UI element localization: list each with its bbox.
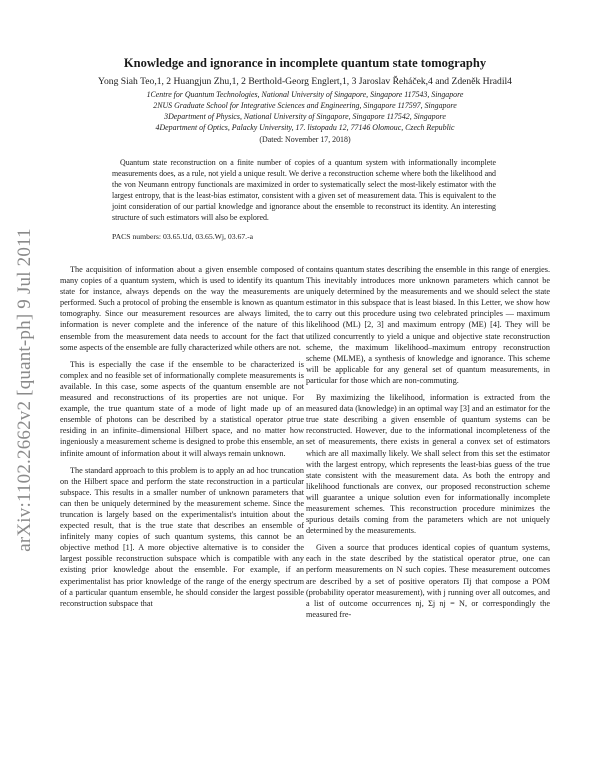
abstract: Quantum state reconstruction on a finite number of copies of a quantum system with informationally incomplete measurements does, as a rule, not yield a unique result. We derive a reconstruction scheme where both the likelihood and the von Neumann entropy functionals are maximized in order to systematically select the most-likely estimator with the largest entropy, that is the least-bias estimator, consistent with a given set of measurement data. This is equivalent to the joint consideration of our partial knowledge and ignorance about the ensemble to reconstruct its identity. An interesting structure of such estimators will also be explored.: [112, 158, 496, 222]
body-column-right: [306, 264, 550, 626]
arxiv-identifier-stamp: [8, 190, 42, 590]
paragraph: Given a source that produces identical copies of quantum systems, each in the state described by the statistical operator ρtrue, one can perform measurements on N such copies. These measurement outcomes are described by a set of positive operators Πj that compose a POM (probability operator measurement), with j running over all outcomes, and a list of outcome occurrences nj, Σj nj = N, or correspondingly the measured fre-: [306, 543, 550, 619]
affiliation-4: 4Department of Optics, Palacky University, 17. listopadu 12, 77146 Olomouc, Czech Republic: [155, 123, 455, 132]
paragraph: By maximizing the likelihood, information is extracted from the measured data (knowledge) in an optimal way [3] and an estimator for the true state describing a given ensemble of quantum systems can be reconstructed. However, due to the informational incompleteness of the set of measurements, there exists in general a convex set of estimators which are all maximally likely. We shall select from this set the estimator with the largest entropy, which represents the least-bias guess of the true state consistent with the measurement data. As both the entropy and likelihood functionals are convex, our proposed reconstruction scheme will guarantee a unique solution even for informationally incomplete measurement schemes. This reconstruction procedure minimizes the spurious details coming from the parameters which are not uniquely determined by the measurements.: [306, 393, 550, 536]
affiliation-3: 3Department of Physics, National University of Singapore, Singapore 117542, Singapore: [164, 112, 446, 121]
paragraph: contains quantum states describing the ensemble in this range of energies. This inevitably introduces more unknown parameters which cannot be uniquely determined by the measurements and we should select the state estimator in this subspace that is least biased. In this Letter, we show how to carry out this procedure using two celebrated principles — maximum likelihood (ML) [2, 3] and maximum entropy (ME) [4]. They will be utilized concurrently to yield a unique and objective state reconstruction scheme, the maximum likelihood–maximum entropy reconstruction scheme (MLME), a synthesis of knowledge and ignorance. This scheme will be applicable for any general set of quantum measurements, in particular for those which are non-commuting.: [306, 265, 550, 385]
author-list: Yong Siah Teo,1, 2 Huangjun Zhu,1, 2 Berthold-Georg Englert,1, 3 Jaroslav Řeháček,4 and Zdeněk Hradil4: [98, 76, 512, 87]
pacs-numbers: PACS numbers: 03.65.Ud, 03.65.Wj, 03.67.-a: [112, 232, 254, 241]
paper-title: Knowledge and ignorance in incomplete quantum state tomography: [123, 56, 487, 70]
dated-line: (Dated: November 17, 2018): [259, 135, 351, 144]
body-column-left: [60, 264, 304, 615]
paragraph: The acquisition of information about a given ensemble composed of many copies of a quantum system, which is used to identify its quantum state for instance, always depends on the way the measurements are performed. Such a protocol of probing the ensemble is known as quantum tomography. Since our measurement resources are always limited, the information is never complete and the inference of the nature of this ensemble from the measurement data needs to account for the fact that some aspects of the ensemble are fully characterized while others are not.: [60, 265, 304, 352]
paragraph: The standard approach to this problem is to apply an ad hoc truncation on the Hilbert space and perform the state reconstruction in a particular subspace. This results in a smaller number of unknown parameters that can then be uniquely determined by the measurement scheme. Since the truncation is largely based on the experimentalist's intuition about the expected result, that is the true state that describes an ensemble of infinitely many copies of such quantum systems, this cannot be an objective method [1]. A more objective alternative is to consider the largest possible reconstruction subspace which is compatible with any existing prior knowledge about the ensemble. For example, if an experimentalist has prior knowledge of the range of the energy spectrum of a particular quantum ensemble, he should consider the largest possible reconstruction subspace that: [60, 465, 304, 608]
affiliation-2: 2NUS Graduate School for Integrative Sciences and Engineering, Singapore 117597, Singapore: [153, 101, 457, 110]
arxiv-stamp-text: arXiv:1102.2662v2 [quant-ph] 9 Jul 2011: [14, 228, 35, 552]
affiliation-1: 1Centre for Quantum Technologies, National University of Singapore, Singapore 117543, Singapore: [146, 90, 464, 99]
paragraph: This is especially the case if the ensemble to be characterized is complex and no feasible set of informationally complete measurements is available. In this case, some aspects of the quantum ensemble are not measured and reconstructions of its properties are not unique. For example, the true quantum state of a mode of light made up of an ensemble of photons can be described by a statistical operator ρtrue residing in an infinite–dimensional Hilbert space, and no matter how ingeniously a measurement scheme is designed to probe this ensemble, an infinite amount of information about it will always remain unknown.: [60, 359, 304, 458]
